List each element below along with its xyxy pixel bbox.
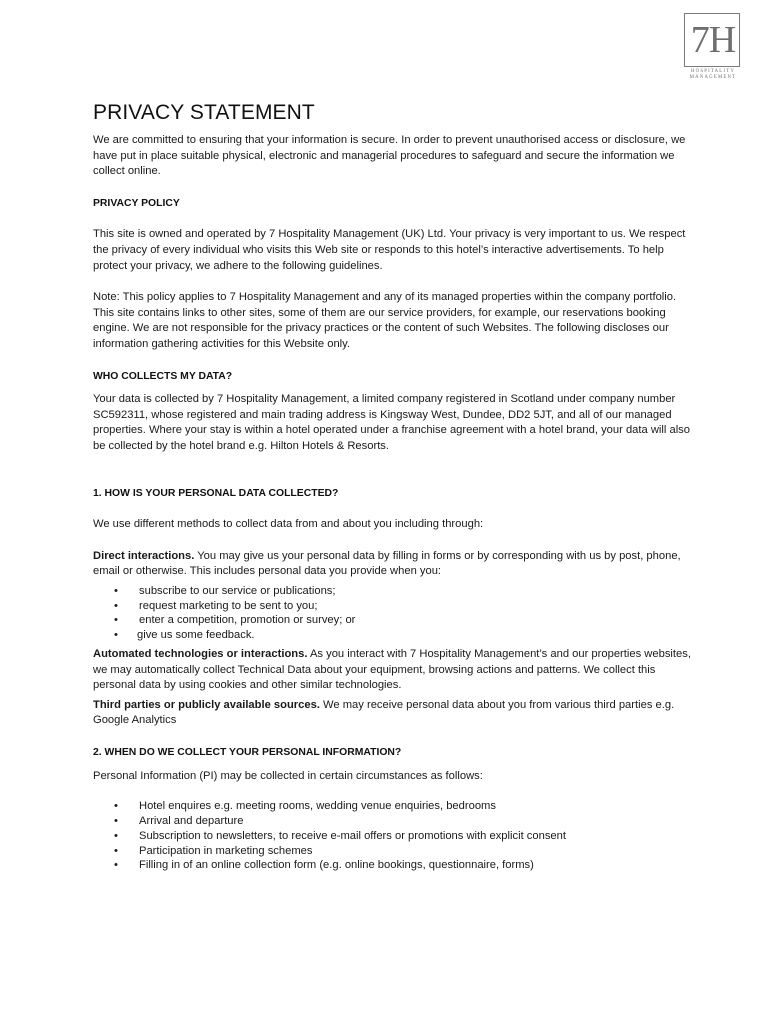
automated-technologies-text: As you interact with 7 Hospitality Management’s and our properties websites, we may automatically collect Technical Data about your equipment, browsing actions and patterns. We collect this personal data by using cookies and other similar technologies.: [93, 648, 691, 692]
who-collects-heading: WHO COLLECTS MY DATA?: [93, 370, 233, 382]
bullet-icon: •: [114, 599, 118, 612]
list-item: [93, 584, 693, 599]
section1-intro: We use different methods to collect data from and about you including through:: [93, 518, 484, 531]
list-item: [93, 599, 693, 614]
list-item-text: Hotel enquires e.g. meeting rooms, wedding venue enquiries, bedrooms: [139, 800, 496, 813]
list-item: [93, 814, 693, 829]
third-parties-paragraph: [93, 698, 693, 729]
bullet-icon: •: [114, 614, 118, 627]
list-item: [93, 829, 693, 844]
section2-heading: 2. WHEN DO WE COLLECT YOUR PERSONAL INFORMATION?: [93, 747, 402, 759]
list-item-text: Arrival and departure: [139, 815, 244, 828]
logo-subtitle-line1: HOSPITALITY: [691, 69, 735, 74]
bullet-icon: •: [114, 844, 118, 857]
third-parties-lead: Third parties or publicly available sources.: [93, 698, 320, 711]
third-parties-text: We may receive personal data about you from various third parties e.g. Google Analytics: [93, 698, 675, 727]
logo-frame: [684, 13, 740, 67]
list-item: [93, 628, 693, 643]
intro-paragraph: We are committed to ensuring that your information is secure. In order to prevent unauthorised access or disclosure, we have put in place suitable physical, electronic and managerial procedures to safeguard and secure the information we collect online.: [93, 134, 686, 178]
logo-mark: 7H: [690, 19, 736, 61]
section2-intro: Personal Information (PI) may be collected in certain circumstances as follows:: [93, 769, 483, 782]
company-logo: [684, 13, 742, 81]
policy-paragraph-2: Note: This policy applies to 7 Hospitality Management and any of its managed properties within the company portfolio. This site contains links to other sites, some of them are our service providers, for example, our reservations booking engine. We are not responsible for the privacy practices or the content of such Websites. The following discloses our information gathering activities for this Website only.: [93, 291, 677, 350]
bullet-icon: •: [114, 800, 118, 813]
list-item-text: subscribe to our service or publications;: [139, 584, 336, 597]
direct-interactions-paragraph: [93, 549, 693, 580]
page-title: PRIVACY STATEMENT: [93, 101, 315, 124]
bullet-icon: •: [114, 629, 118, 642]
list-item: [93, 799, 693, 814]
bullet-icon: •: [114, 815, 118, 828]
direct-interactions-lead: Direct interactions.: [93, 549, 195, 562]
automated-technologies-lead: Automated technologies or interactions.: [93, 648, 308, 661]
direct-interactions-list: [93, 584, 693, 643]
list-item-text: Subscription to newsletters, to receive e-mail offers or promotions with explicit consent: [139, 829, 566, 842]
list-item-text: Participation in marketing schemes: [139, 844, 313, 857]
bullet-icon: •: [114, 829, 118, 842]
bullet-icon: •: [114, 859, 118, 872]
list-item-text: Filling in of an online collection form (e.g. online bookings, questionnaire, forms): [139, 859, 534, 872]
bullet-icon: •: [114, 584, 118, 597]
privacy-policy-heading: PRIVACY POLICY: [93, 197, 180, 209]
automated-technologies-paragraph: [93, 647, 693, 694]
list-item-text: give us some feedback.: [137, 629, 255, 642]
collection-circumstances-list: [93, 799, 693, 873]
document-body: [93, 100, 693, 873]
who-collects-paragraph: Your data is collected by 7 Hospitality Management, a limited company registered in Scotland under company number SC592311, whose registered and main trading address is Kingsway West, Dundee, DD2 5JT, and all of our managed properties. Where your stay is within a hotel operated under a franchise agreement with a hotel brand, your data will also be collected by the hotel brand e.g. Hilton Hotels & Resorts.: [93, 393, 690, 452]
direct-interactions-text: You may give us your personal data by filling in forms or by corresponding with us by post, phone, email or otherwise. This includes personal data you provide when you:: [93, 549, 681, 578]
list-item-text: request marketing to be sent to you;: [139, 599, 318, 612]
list-item: [93, 613, 693, 628]
policy-paragraph-1: This site is owned and operated by 7 Hospitality Management (UK) Ltd. Your privacy is very important to us. We respect the privacy of every individual who visits this Web site or responds to this hotel’s interactive advertisements. To help protect your privacy, we adhere to the following guidelines.: [93, 228, 686, 272]
logo-subtitle-line2: MANAGEMENT: [689, 75, 737, 80]
list-item-text: enter a competition, promotion or survey; or: [139, 614, 356, 627]
list-item: [93, 844, 693, 859]
section1-heading: 1. HOW IS YOUR PERSONAL DATA COLLECTED?: [93, 487, 339, 499]
list-item: [93, 858, 693, 873]
